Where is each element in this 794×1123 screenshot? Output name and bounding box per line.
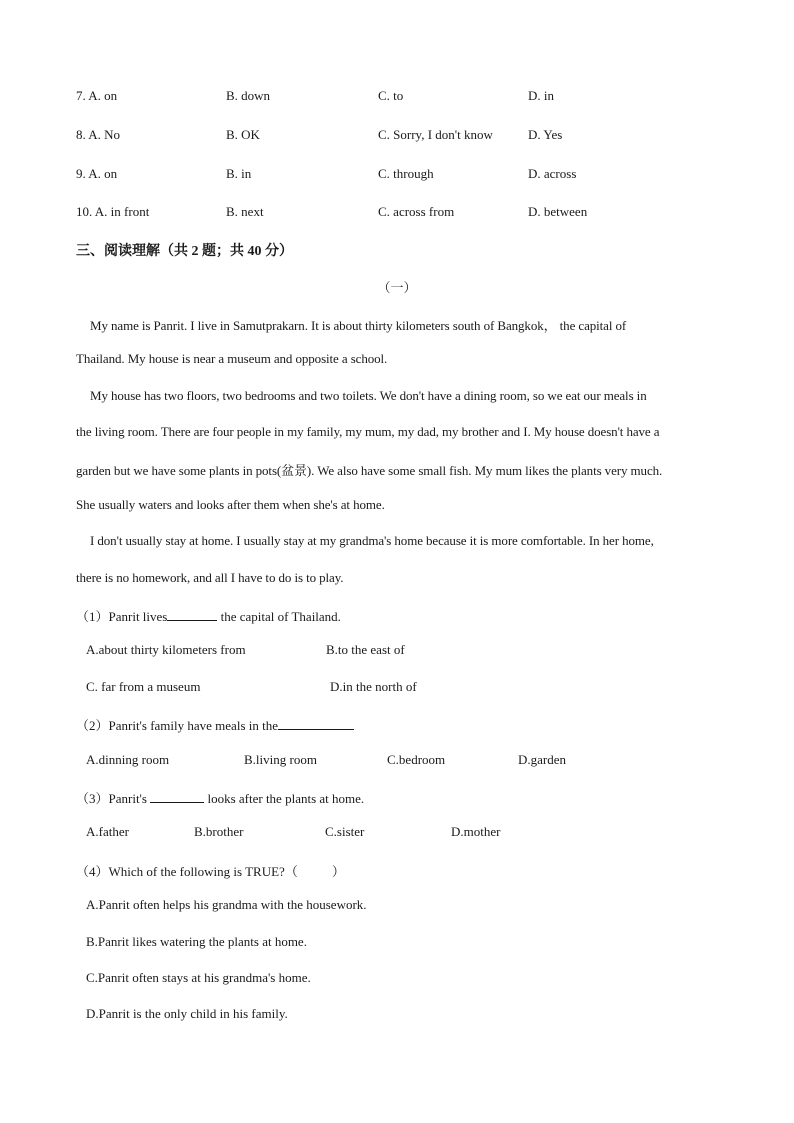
choice-a: A.dinning room <box>86 752 170 767</box>
section-title: 三、阅读理解（共 2 题；共 40 分） <box>76 244 293 259</box>
option-c: C. across from <box>378 204 455 219</box>
option-a: 9. A. on <box>76 166 118 181</box>
option-b: B. in <box>226 166 252 181</box>
option-c: C. through <box>378 166 434 181</box>
passage-line: there is no homework, and all I have to do is to play. <box>76 570 344 585</box>
option-b: B. next <box>226 204 264 219</box>
answer-blank[interactable] <box>278 717 354 730</box>
passage-line: garden but we have some plants in pots(盆景). We also have some small fish. My mum likes the plants very much. <box>76 463 663 478</box>
option-d: D. across <box>528 166 577 181</box>
question-stem: ） <box>331 864 345 879</box>
question-stem: （1）Panrit lives <box>76 609 168 624</box>
passage-line: My name is Panrit. I live in Samutprakarn. It is about thirty kilometers south of Bangkok， the capital of <box>90 318 627 333</box>
option-d: D. Yes <box>528 127 563 142</box>
passage-subtitle: （一） <box>377 280 417 295</box>
question-4 <box>76 861 345 880</box>
option-b: B. down <box>226 88 271 103</box>
choice-b: B.Panrit likes watering the plants at home. <box>86 934 307 949</box>
question-stem: （4）Which of the following is TRUE?（ <box>76 864 298 879</box>
choice-a: A.Panrit often helps his grandma with the housework. <box>86 897 367 912</box>
passage-line: Thailand. My house is near a museum and opposite a school. <box>76 351 388 366</box>
question-stem: （3）Panrit's <box>76 791 151 806</box>
choice-d: D.garden <box>518 752 567 767</box>
answer-blank[interactable] <box>167 608 217 621</box>
question-stem: （2）Panrit's family have meals in the <box>76 718 278 733</box>
question-3 <box>76 788 364 807</box>
answer-blank[interactable] <box>150 790 204 803</box>
choice-b: B.to the east of <box>326 642 405 657</box>
option-c: C. to <box>378 88 404 103</box>
choice-a: A.about thirty kilometers from <box>86 642 246 657</box>
passage-line: the living room. There are four people in my family, my mum, my dad, my brother and I. My house doesn't have a <box>76 424 660 439</box>
option-a: 8. A. No <box>76 127 121 142</box>
choice-c: C.bedroom <box>387 752 446 767</box>
passage-line: I don't usually stay at home. I usually stay at my grandma's home because it is more comfortable. In her home, <box>90 533 654 548</box>
option-b: B. OK <box>226 127 260 142</box>
option-row-10 <box>76 204 756 222</box>
choice-d: D.Panrit is the only child in his family. <box>86 1006 288 1021</box>
option-row-8 <box>76 127 756 145</box>
question-1 <box>76 606 341 625</box>
option-c: C. Sorry, I don't know <box>378 127 493 142</box>
choice-d: D.mother <box>451 824 501 839</box>
choice-b: B.living room <box>244 752 317 767</box>
choice-b: B.brother <box>194 824 244 839</box>
choice-d: D.in the north of <box>330 679 417 694</box>
choice-a: A.father <box>86 824 129 839</box>
option-a: 7. A. on <box>76 88 118 103</box>
question-stem: the capital of Thailand. <box>217 609 341 624</box>
option-d: D. between <box>528 204 588 219</box>
option-row-7 <box>76 88 756 106</box>
choice-c: C.sister <box>325 824 365 839</box>
passage-line: She usually waters and looks after them when she's at home. <box>76 497 385 512</box>
choice-c: C.Panrit often stays at his grandma's home. <box>86 970 311 985</box>
option-a: 10. A. in front <box>76 204 150 219</box>
question-2 <box>76 715 354 734</box>
option-row-9 <box>76 166 756 184</box>
passage-line: My house has two floors, two bedrooms and two toilets. We don't have a dining room, so we eat our meals in <box>90 388 647 403</box>
option-d: D. in <box>528 88 554 103</box>
choice-c: C. far from a museum <box>86 679 201 694</box>
question-stem: looks after the plants at home. <box>204 791 365 806</box>
